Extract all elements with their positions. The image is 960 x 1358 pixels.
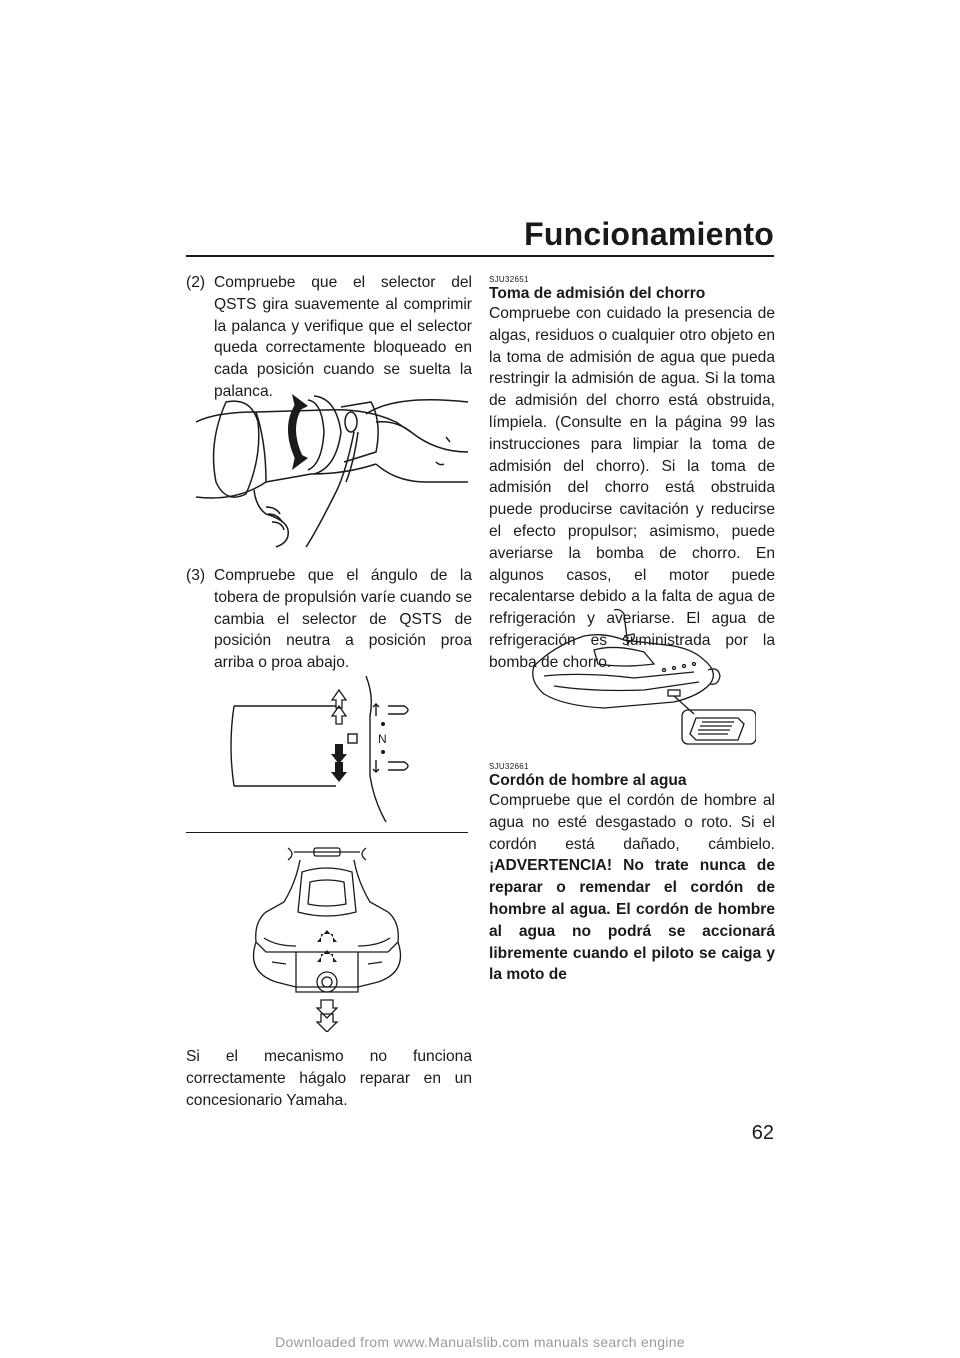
neutral-label: N (378, 732, 387, 746)
section-code: SJU32661 (489, 762, 529, 771)
figure-divider (186, 832, 468, 833)
section-body (489, 790, 775, 986)
watercraft-intake-illustration (524, 606, 756, 746)
step-3-text: Compruebe que el ángulo de la tobera de propulsión varíe cuando se cambia el selector de QSTS de posición neutra a posición proa arriba o proa abajo. (214, 567, 472, 672)
qsts-handle-illustration (196, 382, 468, 552)
step-3 (186, 565, 472, 674)
qsts-selector-diagram (226, 676, 432, 822)
closing-text: Si el mecanismo no funciona correctamente hágalo reparar en un concesionario Yamaha. (186, 1048, 472, 1109)
section-heading: Toma de admisión del chorro (489, 285, 706, 302)
page-title: Funcionamiento (524, 216, 774, 252)
step-2-number: (2) (186, 274, 206, 291)
warning-text: ¡ADVERTENCIA! No trate nunca de reparar o remendar el cordón de hombre al agua. El cordón de hombre al agua no podrá se accionará libremente cuando el piloto se caiga y la moto de (489, 857, 775, 984)
download-watermark: Downloaded from www.Manualslib.com manuals search engine (275, 1334, 685, 1350)
step-3-number: (3) (186, 567, 206, 584)
page-number: 62 (751, 1122, 774, 1144)
section-heading: Cordón de hombre al agua (489, 772, 687, 789)
section-lanyard (489, 762, 775, 986)
header-rule (186, 255, 774, 257)
closing-paragraph (186, 1046, 472, 1111)
section-code: SJU32651 (489, 275, 529, 284)
step-2-text: Compruebe que el selector del QSTS gira suavemente al comprimir la palanca y verifique que el selector queda correctamente bloqueado en cada posición cuando se suelta la palanca. (214, 274, 472, 400)
section-body: Compruebe con cuidado la presencia de algas, residuos o cualquier otro objeto en la toma de admisión de agua que pueda restringir la admisión de agua. Si la toma de admisión del chorro está obstruida, límpiela. (Consulte en la página 99 las instrucciones para limpiar la toma de admisión del chorro). Si la toma de admisión del chorro está obstruida puede producirse cavitación y reducirse el efecto propulsor; asimismo, puede averiarse la bomba de chorro. En algunos casos, el motor puede recalentarse debido a la falta de agua de refrigeración y averiarse. El agua de refrigeración es suministrada por la bomba de chorro. (489, 305, 775, 671)
section-body-text: Compruebe que el cordón de hombre al agua no esté desgastado o roto. Si el cordón está dañado, cámbielo. (489, 792, 775, 853)
nozzle-rear-view-illustration (236, 842, 418, 1032)
